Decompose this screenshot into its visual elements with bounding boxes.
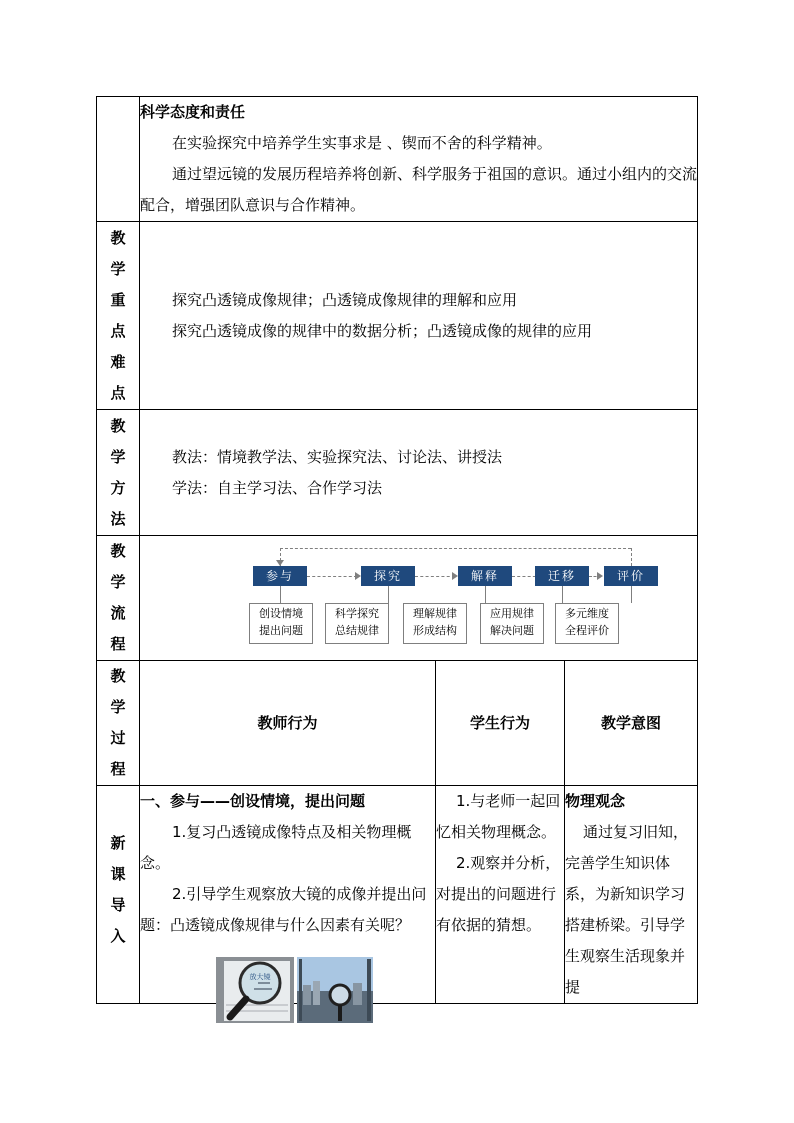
attitude-title: 科学态度和责任 (140, 103, 246, 121)
label-char: 程 (110, 760, 126, 778)
flow-diagram (140, 536, 697, 659)
label-char: 教 (110, 667, 126, 685)
row-key-content (140, 222, 698, 410)
intro-teacher-heading: 一、参与——创设情境，提出问题 (140, 792, 366, 810)
sub-line: 解决问题 (490, 624, 534, 637)
flow-step-explain: 解释 (458, 566, 512, 586)
intro-teacher-p2: 2.引导学生观察放大镜的成像并提出问题：凸透镜成像规律与什么因素有关呢？ (140, 885, 427, 934)
intro-teacher-p1: 1.复习凸透镜成像特点及相关物理概念。 (140, 823, 412, 872)
sub-line: 科学探究 (335, 607, 379, 620)
label-char: 过 (110, 729, 126, 747)
sub-line: 创设情境 (259, 607, 303, 620)
label-char: 重 (110, 290, 126, 309)
flow-step-evaluate: 评价 (604, 566, 658, 586)
label-char: 教 (110, 228, 126, 247)
attitude-p2: 通过望远镜的发展历程培养将创新、科学服务于祖国的意识。通过小组内的交流配合，增强团队意识与合作精神。 (140, 165, 698, 214)
row-key-points (97, 222, 698, 410)
sub-line: 形成结构 (413, 624, 457, 637)
intro-intent-cell (565, 786, 698, 1004)
row-method-content (140, 410, 698, 536)
intro-student-cell (436, 786, 565, 1004)
label-char: 学 (110, 259, 126, 278)
row-process-label (97, 661, 140, 786)
label-char: 学 (110, 447, 126, 466)
label-char: 流 (110, 604, 126, 622)
label-char: 程 (110, 635, 126, 653)
intro-intent-heading: 物理观念 (565, 792, 626, 810)
drop-line (485, 586, 486, 603)
magnifier-photo-book (216, 957, 294, 1023)
intro-student-p2: 2.观察并分析，对提出的问题进行有依据的猜想。 (436, 854, 561, 934)
label-char: 教 (110, 416, 126, 435)
connector-1 (307, 576, 357, 577)
row-intro (97, 786, 698, 1004)
row-flow-label (97, 536, 140, 661)
sub-line: 总结规律 (335, 624, 379, 637)
sub-line: 提出问题 (259, 624, 303, 637)
row-method (97, 410, 698, 536)
sub-line: 多元维度 (565, 607, 609, 620)
intro-intent-p1: 通过复习旧知，完善学生知识体系，为新知识学习搭建桥梁。引导学生观察生活现象并提 (565, 823, 689, 996)
label-char: 点 (110, 321, 126, 340)
col-intent-header: 教学意图 (565, 661, 698, 786)
col-student-header: 学生行为 (436, 661, 565, 786)
loop-top-line (280, 548, 631, 549)
arrow-right-icon (597, 572, 603, 580)
flow-step-participate: 参与 (253, 566, 307, 586)
label-char: 入 (110, 927, 126, 945)
label-char: 点 (110, 383, 126, 402)
label-char: 方 (110, 478, 126, 497)
flow-sub-participate (249, 603, 313, 644)
magnifier-photo-window (297, 957, 373, 1023)
label-char: 学 (110, 573, 126, 591)
sub-line: 全程评价 (565, 624, 609, 637)
method-line1: 教法：情境教学法、实验探究法、讨论法、讲授法 (172, 447, 503, 466)
col-teacher-header: 教师行为 (140, 661, 436, 786)
flow-sub-explore (325, 603, 389, 644)
sub-line: 应用规律 (490, 607, 534, 620)
magnifier-photo-text: 放大镜 (249, 973, 271, 981)
flow-sub-transfer (480, 603, 544, 644)
intro-student-p1: 1.与老师一起回忆相关物理概念。 (436, 792, 561, 841)
row-key-label (97, 222, 140, 410)
drop-line (631, 586, 632, 603)
row-flow-content (140, 536, 698, 661)
row-intro-label (97, 786, 140, 1004)
drop-line (388, 586, 389, 603)
lesson-plan-table (96, 96, 698, 1004)
row-attitude-content (140, 97, 698, 222)
label-char: 学 (110, 698, 126, 716)
row-process-header (97, 661, 698, 786)
label-char: 法 (110, 509, 126, 528)
row-flow (97, 536, 698, 661)
label-char: 导 (110, 896, 126, 914)
key-line2: 探究凸透镜成像的规律中的数据分析；凸透镜成像的规律的应用 (172, 321, 593, 340)
row-method-label (97, 410, 140, 536)
label-char: 新 (110, 834, 126, 852)
flow-step-transfer: 迁移 (535, 566, 589, 586)
drop-line (562, 586, 563, 603)
flow-sub-evaluate (555, 603, 619, 644)
label-char: 课 (110, 865, 126, 883)
sub-line: 理解规律 (413, 607, 457, 620)
label-char: 难 (110, 352, 126, 371)
loop-right-line (631, 548, 632, 566)
method-line2: 学法：自主学习法、合作学习法 (172, 478, 383, 497)
drop-line (280, 586, 281, 603)
flow-step-explore: 探究 (361, 566, 415, 586)
flow-sub-explain (403, 603, 467, 644)
row-attitude (97, 97, 698, 222)
connector-2 (415, 576, 455, 577)
key-line1: 探究凸透镜成像规律；凸透镜成像规律的理解和应用 (172, 290, 518, 309)
label-char: 教 (110, 542, 126, 560)
row-attitude-label-cell (97, 97, 140, 222)
attitude-p1: 在实验探究中培养学生实事求是 、锲而不舍的科学精神。 (172, 134, 552, 152)
